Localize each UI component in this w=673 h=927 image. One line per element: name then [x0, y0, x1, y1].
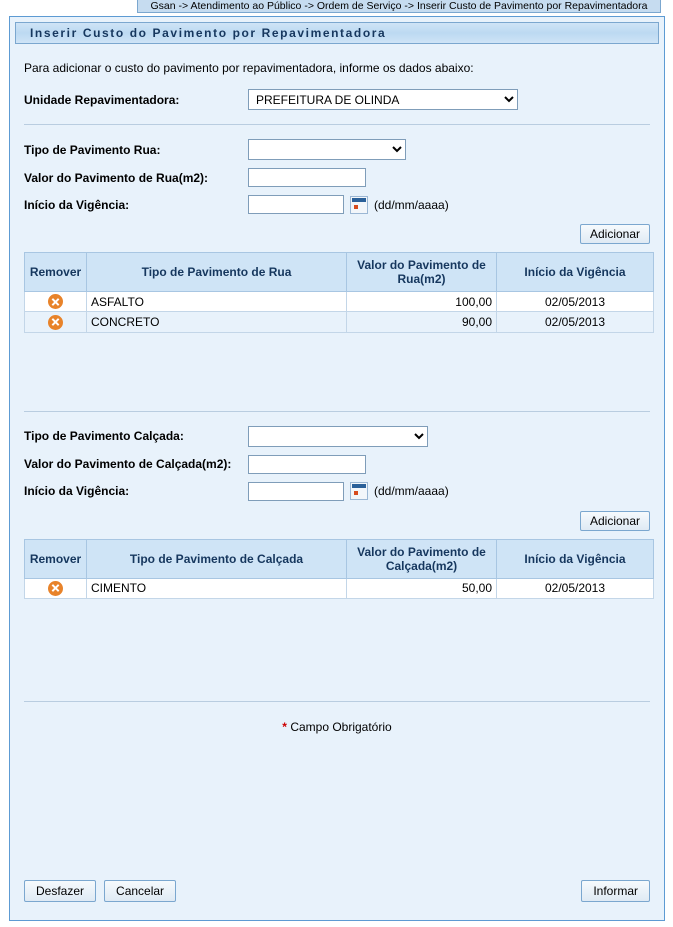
calcada-th-vigencia: Início da Vigência: [497, 539, 654, 578]
footer-left-group: [24, 880, 176, 902]
delete-icon[interactable]: [48, 294, 63, 309]
calcada-adicionar-button[interactable]: Adicionar: [580, 511, 650, 531]
rua-row0-vigencia: 02/05/2013: [497, 292, 654, 312]
rua-valor-input[interactable]: [248, 168, 366, 187]
rua-row1-tipo: CONCRETO: [87, 312, 347, 332]
rua-row0-tipo: ASFALTO: [87, 292, 347, 312]
calcada-table: [24, 539, 654, 599]
rua-th-vigencia: Início da Vigência: [497, 253, 654, 292]
calcada-valor-label: Valor do Pavimento de Calçada(m2):: [24, 456, 232, 471]
calcada-tipo-label: Tipo de Pavimento Calçada:: [24, 429, 184, 444]
rua-valor-label: Valor do Pavimento de Rua(m2):: [24, 170, 209, 185]
calcada-row0-vigencia: 02/05/2013: [497, 578, 654, 598]
rua-valor-row: [24, 168, 650, 187]
rua-tipo-select[interactable]: [248, 139, 406, 160]
rua-th-tipo: Tipo de Pavimento de Rua: [87, 253, 347, 292]
rua-section: [10, 139, 664, 214]
calendar-icon[interactable]: [350, 482, 368, 500]
rua-row0-remove-cell: [25, 292, 87, 312]
unidade-row: [24, 89, 650, 110]
calcada-row0-remove-cell: [25, 578, 87, 598]
calcada-vigencia-row: [24, 482, 650, 501]
informar-button[interactable]: Informar: [581, 880, 650, 902]
calcada-vigencia-input[interactable]: [248, 482, 344, 501]
unidade-label: Unidade Repavimentadora:: [24, 92, 180, 107]
rua-row0-valor: 100,00: [347, 292, 497, 312]
unidade-select[interactable]: [248, 89, 518, 110]
divider-3: [24, 701, 650, 702]
rua-add-row: [10, 224, 664, 244]
calcada-add-row: [10, 511, 664, 531]
calcada-table-spacer: [10, 599, 664, 687]
breadcrumb: Gsan -> Atendimento ao Público -> Ordem de Serviço -> Inserir Custo de Pavimento por Repavimentadora: [137, 0, 661, 13]
divider-2: [24, 411, 650, 412]
page-title: Inserir Custo do Pavimento por Repavimentadora: [15, 22, 659, 44]
calcada-valor-input[interactable]: [248, 455, 366, 474]
calcada-th-tipo: Tipo de Pavimento de Calçada: [87, 539, 347, 578]
calendar-icon[interactable]: [350, 196, 368, 214]
rua-table: [24, 252, 654, 333]
required-star: *: [282, 719, 287, 734]
rua-adicionar-button[interactable]: Adicionar: [580, 224, 650, 244]
required-text: Campo Obrigatório: [290, 719, 392, 734]
rua-vigencia-input[interactable]: [248, 195, 344, 214]
rua-row1-valor: 90,00: [347, 312, 497, 332]
calcada-row0-valor: 50,00: [347, 578, 497, 598]
rua-tipo-row: [24, 139, 650, 160]
rua-vigencia-label: Início da Vigência:: [24, 197, 130, 212]
main-panel: [9, 16, 665, 921]
rua-vigencia-row: [24, 195, 650, 214]
table-row: [25, 312, 654, 332]
rua-th-remover: Remover: [25, 253, 87, 292]
delete-icon[interactable]: [48, 315, 63, 330]
rua-th-valor: Valor do Pavimento de Rua(m2): [347, 253, 497, 292]
rua-table-spacer: [10, 333, 664, 397]
calcada-row0-tipo: CIMENTO: [87, 578, 347, 598]
calcada-tipo-select[interactable]: [248, 426, 428, 447]
calcada-th-remover: Remover: [25, 539, 87, 578]
intro-text: Para adicionar o custo do pavimento por repavimentadora, informe os dados abaixo:: [24, 61, 474, 75]
unidade-section: [10, 89, 664, 110]
rua-tipo-label: Tipo de Pavimento Rua:: [24, 142, 161, 157]
table-row: [25, 578, 654, 598]
calcada-tipo-row: [24, 426, 650, 447]
rua-table-header-row: [25, 253, 654, 292]
required-field-note: [10, 720, 664, 734]
rua-row1-vigencia: 02/05/2013: [497, 312, 654, 332]
delete-icon[interactable]: [48, 581, 63, 596]
rua-row1-remove-cell: [25, 312, 87, 332]
calcada-section: [10, 426, 664, 501]
calcada-valor-row: [24, 455, 650, 474]
calcada-th-valor: Valor do Pavimento de Calçada(m2): [347, 539, 497, 578]
desfazer-button[interactable]: Desfazer: [24, 880, 96, 902]
divider-1: [24, 124, 650, 125]
calcada-date-hint: (dd/mm/aaaa): [374, 484, 449, 499]
calcada-table-header-row: [25, 539, 654, 578]
cancelar-button[interactable]: Cancelar: [104, 880, 176, 902]
table-row: [25, 292, 654, 312]
calcada-vigencia-label: Início da Vigência:: [24, 484, 130, 499]
rua-date-hint: (dd/mm/aaaa): [374, 197, 449, 212]
footer-bar: [24, 880, 650, 902]
